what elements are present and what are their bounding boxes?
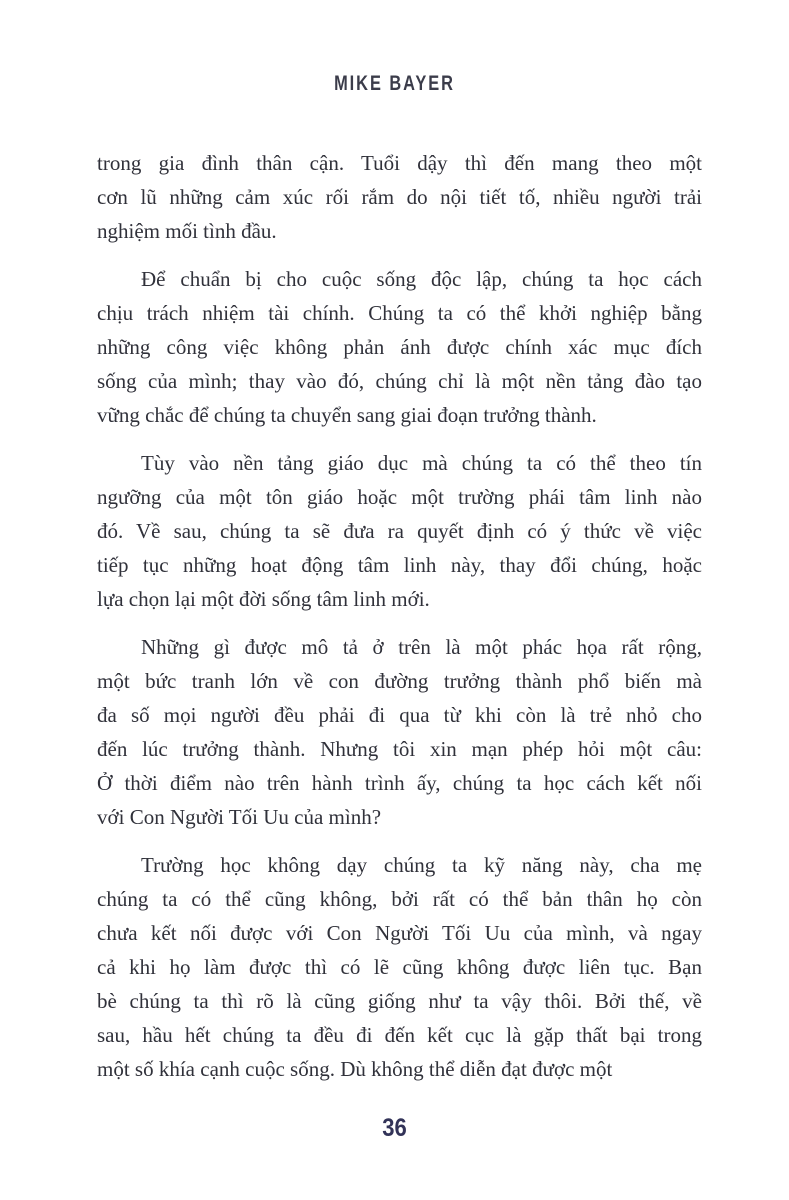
text-line: cơn lũ những cảm xúc rối rắm do nội tiết tố, nhiều người trải [97, 185, 702, 209]
text-line: đó. Về sau, chúng ta sẽ đưa ra quyết định có ý thức về việc [97, 519, 702, 543]
text-line: bè chúng ta thì rõ là cũng giống như ta vậy thôi. Bởi thế, về [97, 989, 702, 1013]
text-line: Trường học không dạy chúng ta kỹ năng này, cha mẹ [141, 853, 702, 877]
text-line: trong gia đình thân cận. Tuổi dậy thì đến mang theo một [97, 151, 702, 175]
text-line: chúng ta có thể cũng không, bởi rất có thể bản thân họ còn [97, 887, 702, 911]
text-line: ngưỡng của một tôn giáo hoặc một trường phái tâm linh nào [97, 485, 702, 509]
text-line: với Con Người Tối Uu của mình? [97, 805, 382, 829]
paragraph [97, 630, 702, 834]
page-body [97, 146, 702, 1100]
running-header: MIKE BAYER [334, 72, 455, 95]
text-line: Tùy vào nền tảng giáo dục mà chúng ta có thể theo tín [141, 451, 702, 475]
text-line: nghiệm mối tình đầu. [97, 219, 277, 243]
text-line: đa số mọi người đều phải đi qua từ khi còn là trẻ nhỏ cho [97, 703, 702, 727]
text-line: sống của mình; thay vào đó, chúng chỉ là một nền tảng đào tạo [97, 369, 702, 393]
paragraph [97, 262, 702, 432]
text-line: những công việc không phản ánh được chính xác mục đích [97, 335, 702, 359]
text-line: vững chắc để chúng ta chuyển sang giai đoạn trưởng thành. [97, 403, 597, 427]
text-line: chịu trách nhiệm tài chính. Chúng ta có thể khởi nghiệp bằng [97, 301, 702, 325]
text-line: Những gì được mô tả ở trên là một phác họa rất rộng, [141, 635, 702, 659]
text-line: chưa kết nối được với Con Người Tối Uu của mình, và ngay [97, 921, 702, 945]
text-line: một số khía cạnh cuộc sống. Dù không thể diễn đạt được một [97, 1057, 613, 1081]
text-line: một bức tranh lớn về con đường trưởng thành phổ biến mà [97, 669, 702, 693]
text-line: Để chuẩn bị cho cuộc sống độc lập, chúng ta học cách [141, 267, 702, 291]
text-line: cả khi họ làm được thì có lẽ cũng không được liên tục. Bạn [97, 955, 702, 979]
page-number: 36 [382, 1114, 407, 1142]
paragraph [97, 146, 702, 248]
paragraph [97, 446, 702, 616]
text-line: đến lúc trưởng thành. Nhưng tôi xin mạn phép hỏi một câu: [97, 737, 702, 761]
text-line: Ở thời điểm nào trên hành trình ấy, chúng ta học cách kết nối [97, 771, 702, 795]
text-line: sau, hầu hết chúng ta đều đi đến kết cục là gặp thất bại trong [97, 1023, 702, 1047]
text-line: tiếp tục những hoạt động tâm linh này, thay đổi chúng, hoặc [97, 553, 702, 577]
paragraph [97, 848, 702, 1086]
text-line: lựa chọn lại một đời sống tâm linh mới. [97, 587, 430, 611]
